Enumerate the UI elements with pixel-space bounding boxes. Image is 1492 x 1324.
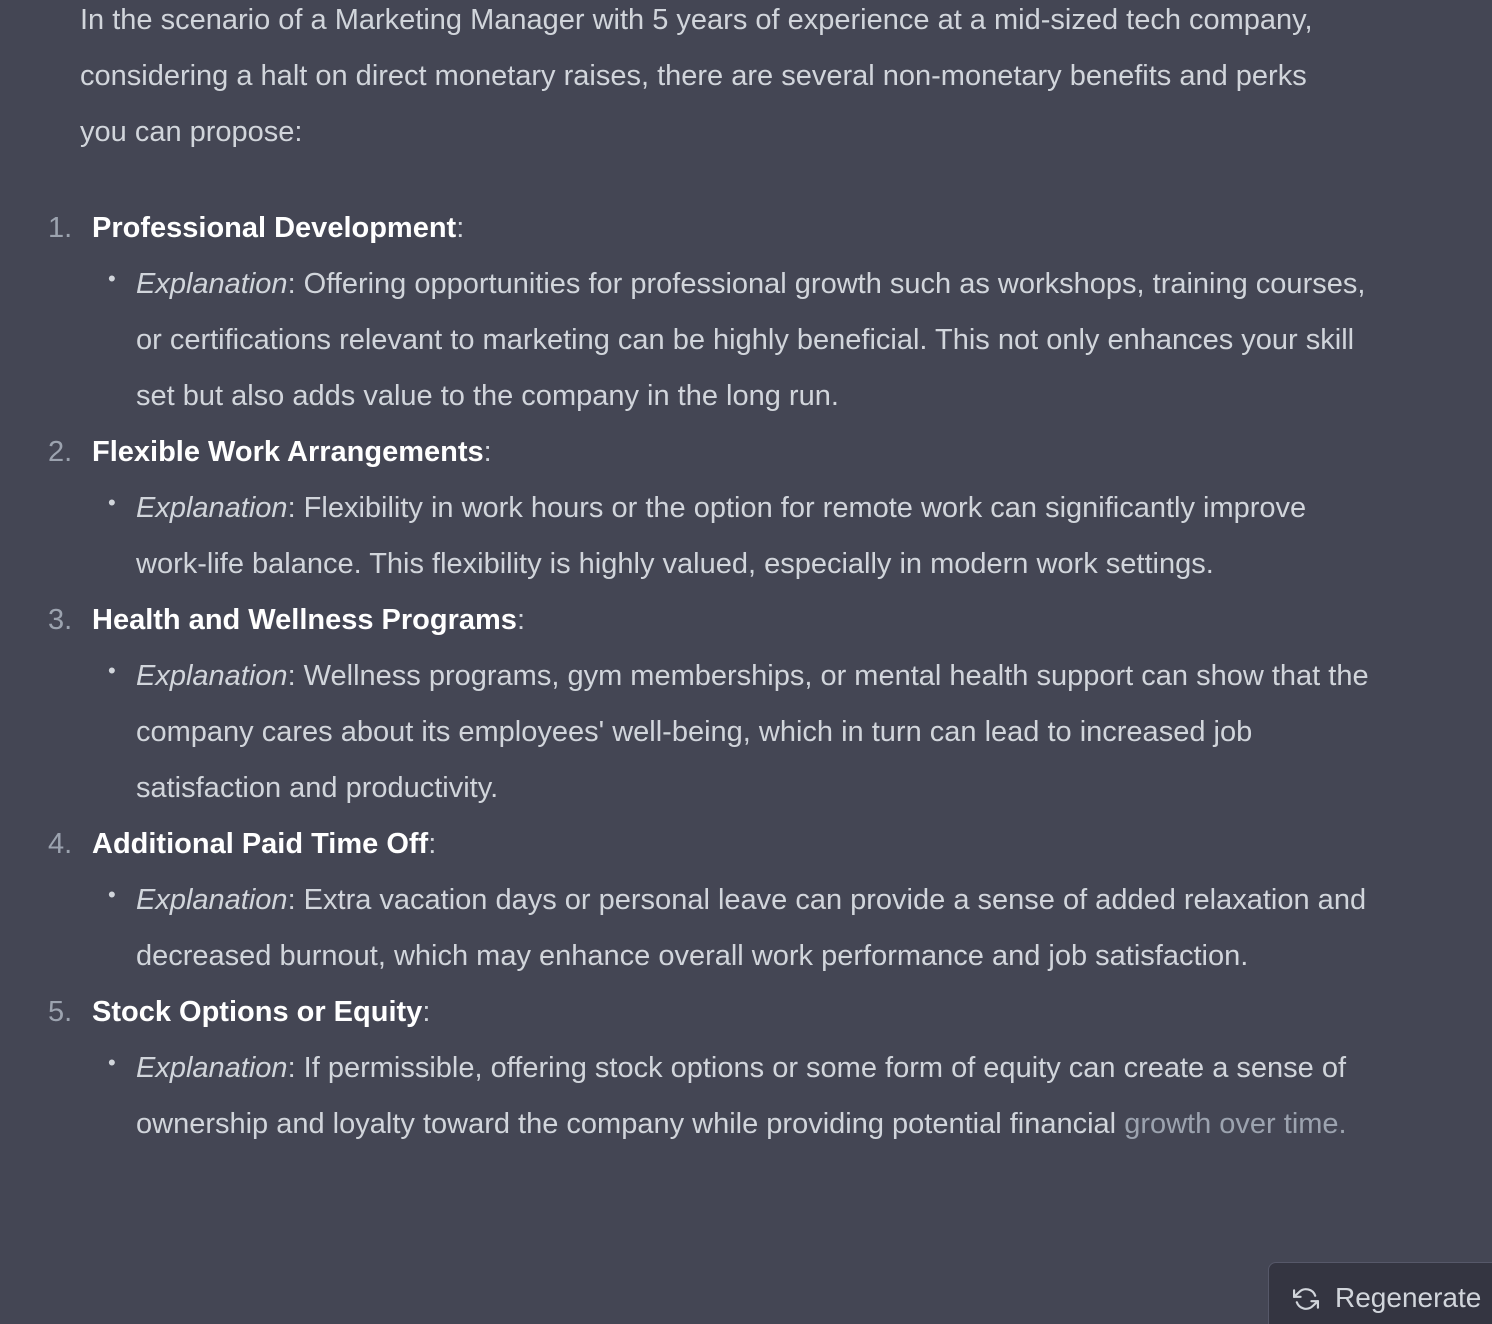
item-title-text: Flexible Work Arrangements [92, 436, 484, 468]
explanation-label: Explanation [136, 268, 288, 300]
sub-list [0, 648, 1492, 816]
list-item [0, 200, 1492, 424]
list-item [0, 592, 1492, 816]
benefits-list [0, 200, 1492, 1152]
item-title [92, 592, 525, 648]
item-title [92, 424, 492, 480]
explanation-item [0, 480, 1492, 592]
list-number: 3. [48, 604, 73, 636]
item-title-text: Health and Wellness Programs [92, 604, 517, 636]
explanation-text: : Offering opportunities for professional growth such as workshops, training courses, or certifications relevant to marketing can be highly beneficial. This not only enhances your skill set but also adds value to the company in the long run. [136, 268, 1366, 412]
bullet-icon: • [108, 882, 116, 907]
explanation-label: Explanation [136, 660, 288, 692]
item-title [92, 816, 436, 872]
explanation-text-faded: growth over time. [1124, 1108, 1347, 1140]
list-item [0, 816, 1492, 984]
list-number: 5. [48, 996, 73, 1028]
explanation-item [0, 256, 1492, 424]
list-item-heading [0, 200, 1492, 256]
message-intro: In the scenario of a Marketing Manager with 5 years of experience at a mid-sized tech company, considering a halt on direct monetary raises, there are several non-monetary benefits and perks you can propose: [80, 4, 1313, 148]
explanation-text: : Wellness programs, gym memberships, or mental health support can show that the company cares about its employees' well-being, which in turn can lead to increased job satisfaction and productivity. [136, 660, 1369, 804]
explanation-text: : Flexibility in work hours or the option for remote work can significantly improve work-life balance. This flexibility is highly valued, especially in modern work settings. [136, 492, 1307, 580]
item-title-text: Stock Options or Equity [92, 996, 423, 1028]
explanation-item [0, 872, 1492, 984]
explanation-text: : If permissible, offering stock options or some form of equity can create a sense of ownership and loyalty toward the company while providing potential financial [136, 1052, 1347, 1140]
sub-list [0, 872, 1492, 984]
list-item-heading [0, 984, 1492, 1040]
bullet-icon: • [108, 266, 116, 291]
list-item [0, 984, 1492, 1152]
title-colon: : [483, 436, 492, 468]
sub-list [0, 480, 1492, 592]
explanation-label: Explanation [136, 884, 288, 916]
explanation-item [0, 648, 1492, 816]
item-title [92, 984, 430, 1040]
explanation-text: : Extra vacation days or personal leave can provide a sense of added relaxation and decreased burnout, which may enhance overall work performance and job satisfaction. [136, 884, 1367, 972]
list-number: 1. [48, 212, 73, 244]
sub-list [0, 256, 1492, 424]
bullet-icon: • [108, 658, 116, 683]
explanation-label: Explanation [136, 1052, 288, 1084]
list-item-heading [0, 592, 1492, 648]
title-colon: : [456, 212, 465, 244]
title-colon: : [428, 828, 437, 860]
list-item-heading [0, 816, 1492, 872]
title-colon: : [516, 604, 525, 636]
list-item-heading [0, 424, 1492, 480]
bullet-icon: • [108, 1050, 116, 1075]
regenerate-button[interactable] [1268, 1262, 1492, 1324]
item-title [92, 200, 464, 256]
explanation-label: Explanation [136, 492, 288, 524]
list-number: 4. [48, 828, 73, 860]
regenerate-label: Regenerate [1335, 1282, 1482, 1313]
list-number: 2. [48, 436, 73, 468]
item-title-text: Additional Paid Time Off [92, 828, 429, 860]
item-title-text: Professional Development [92, 212, 457, 244]
bullet-icon: • [108, 490, 116, 515]
title-colon: : [422, 996, 431, 1028]
refresh-icon [1293, 1286, 1319, 1312]
sub-list [0, 1040, 1492, 1152]
explanation-item [0, 1040, 1492, 1152]
list-item [0, 424, 1492, 592]
